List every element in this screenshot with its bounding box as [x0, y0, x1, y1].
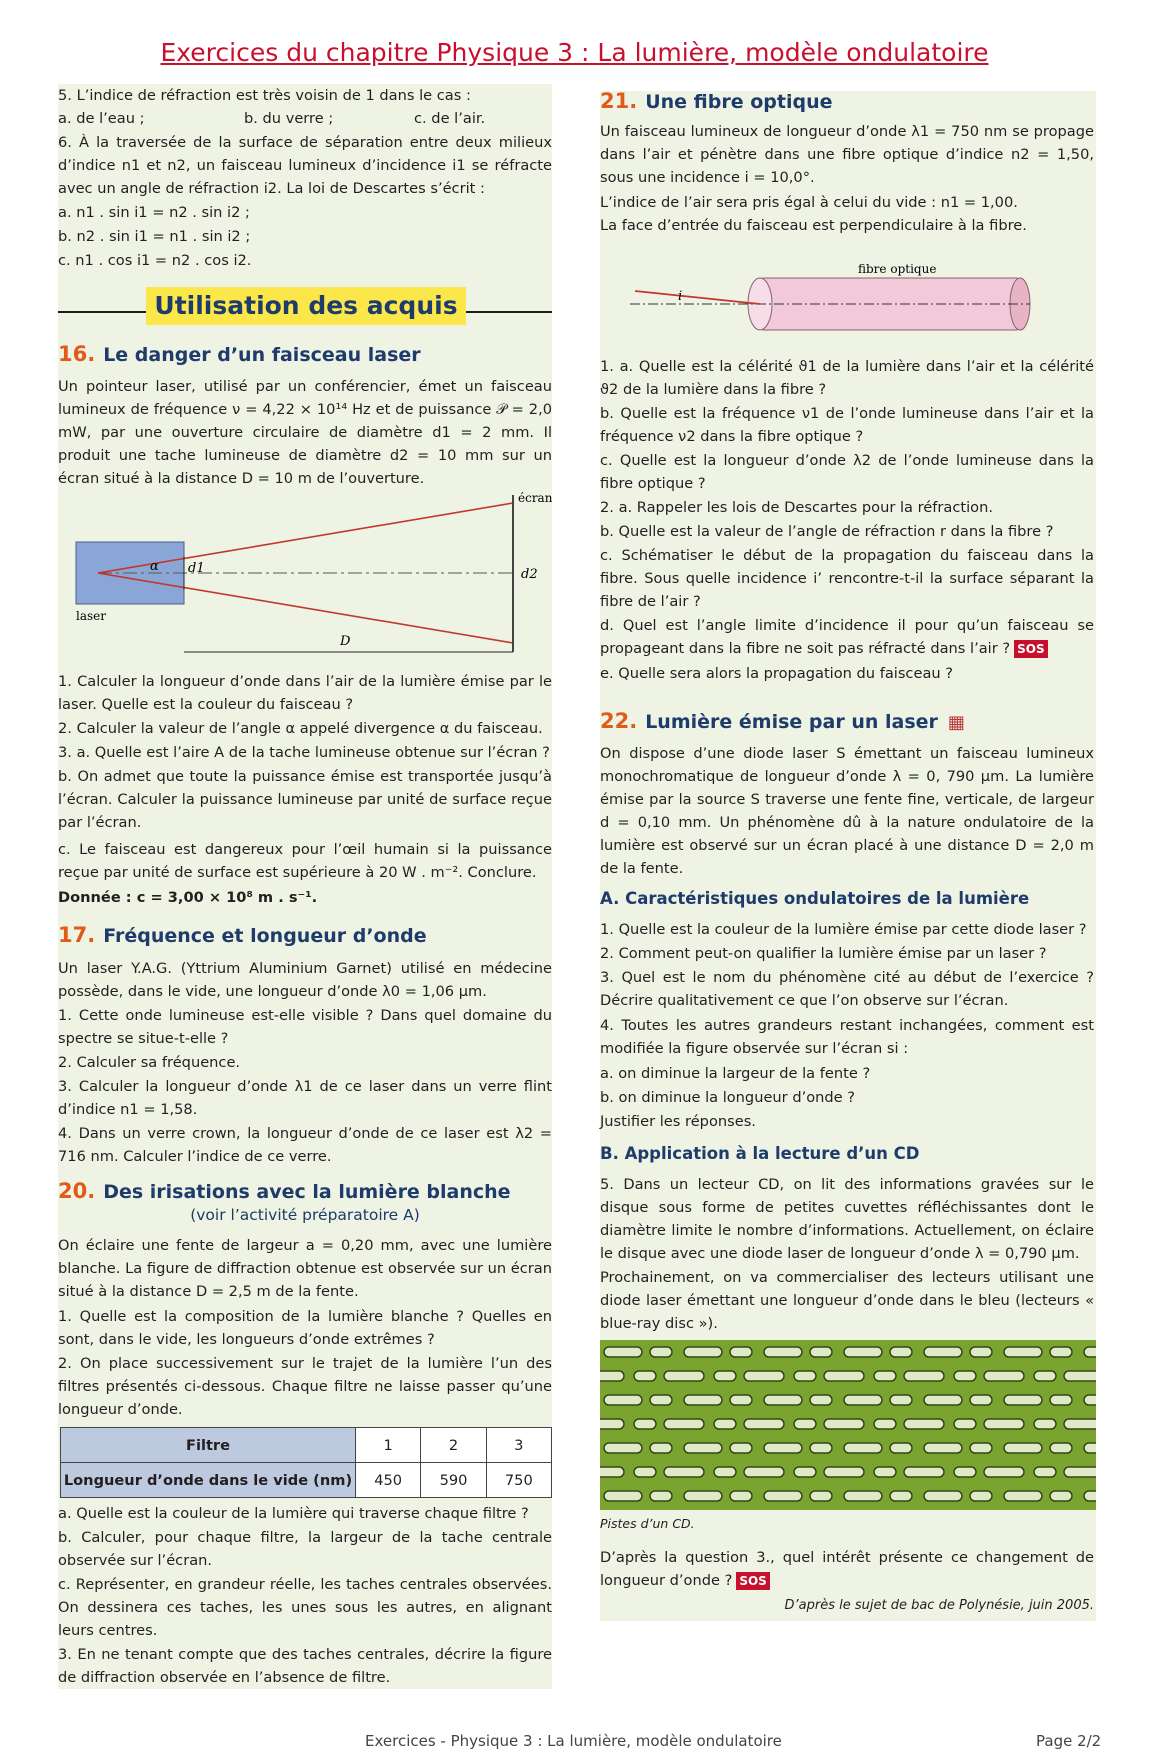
ex21-title: Une fibre optique [645, 91, 833, 113]
ex20-qa: a. Quelle est la couleur de la lumière qui traverse chaque filtre ? [58, 1505, 529, 1522]
ecran-label: écran [518, 491, 552, 505]
ex22-number: 22. [600, 709, 638, 733]
ex16-number: 16. [58, 342, 96, 366]
beam-upper [98, 503, 513, 573]
ex22-b5b: Prochainement, on va commercialiser des lecteurs utilisant une diode laser émettant une longueur d’onde dans le bleu (lecteurs « blue-ray disc »). [600, 1269, 1094, 1332]
calculator-icon: ▦ [947, 712, 965, 733]
ex21-q1b: b. Quelle est la fréquence ν1 de l’onde lumineuse dans l’air et la fréquence ν2 dans la fibre optique ? [600, 405, 1094, 445]
ex22-final-text: D’après la question 3., quel intérêt présente ce changement de longueur d’onde ? [600, 1549, 1094, 1589]
laser-diagram [58, 490, 552, 660]
ex16-intro: Un pointeur laser, utilisé par un conférencier, émet un faisceau lumineux de fréquence ν = 4,22 × 10¹⁴ Hz et de puissance 𝒫 = 2,0 mW, par une ouverture circulaire de diamètre d1 = 2 mm. Il produit une tache lumineuse de diamètre d2 = 10 mm sur un écran situé à la distance D = 10 m de l’ouverture. [58, 378, 552, 487]
ex22-a4b: b. on diminue la longueur d’onde ? [600, 1089, 856, 1106]
ex16-donnee: Donnée : c = 3,00 × 10⁸ m . s⁻¹. [58, 889, 318, 906]
ex21-intro2: L’indice de l’air sera pris égal à celui du vide : n1 = 1,00. [600, 194, 1018, 211]
d1-label: d1 [188, 561, 205, 576]
ex17-q4: 4. Dans un verre crown, la longueur d’onde de ce laser est λ2 = 716 nm. Calculer l’indice de ce verre. [58, 1125, 552, 1165]
table-cell: 450 [356, 1463, 421, 1498]
ex22-heading [600, 709, 965, 733]
ex20-q2: 2. On place successivement sur le trajet de la lumière l’un des filtres présentés ci-dessous. Chaque filtre ne laisse passer qu’une longueur d’onde. [58, 1355, 552, 1418]
fiber-diagram [600, 256, 1094, 340]
ex16-title: Le danger d’un faisceau laser [103, 344, 421, 366]
ex20-qb: b. Calculer, pour chaque filtre, la largeur de la tache centrale observée sur l’écran. [58, 1529, 552, 1569]
ex21-q1c: c. Quelle est la longueur d’onde λ2 de l’onde lumineuse dans la fibre optique ? [600, 452, 1094, 492]
cd-pits [600, 1340, 1096, 1510]
table-row [61, 1463, 552, 1498]
source-note: D’après le sujet de bac de Polynésie, juin 2005. [784, 1598, 1094, 1613]
alpha-label: α [150, 559, 159, 574]
ex20-number: 20. [58, 1179, 96, 1203]
ex16-q3b: b. On admet que toute la puissance émise est transportée jusqu’à l’écran. Calculer la puissance lumineuse par unité de surface reçue par l’écran. [58, 768, 552, 831]
ex21-q2d [600, 614, 1094, 660]
ex16-heading [58, 342, 421, 366]
ex22-part-b: B. Application à la lecture d’un CD [600, 1144, 920, 1163]
page-title: Exercices du chapitre Physique 3 : La lumière, modèle ondulatoire [160, 38, 989, 67]
table-row [61, 1428, 552, 1463]
table-cell: 590 [421, 1463, 486, 1498]
ex21-number: 21. [600, 89, 638, 113]
banner-rule-right [466, 311, 552, 313]
q5-option-b: b. du verre ; [244, 110, 334, 127]
table-header-wavelength: Longueur d’onde dans le vide (nm) [61, 1463, 356, 1498]
q6-option-b: b. n2 . sin i1 = n1 . sin i2 ; [58, 228, 251, 245]
filter-table [60, 1427, 552, 1498]
ex21-q1a: 1. a. Quelle est la célérité ϑ1 de la lumière dans l’air et la célérité ϑ2 de la lumière dans la fibre ? [600, 358, 1094, 398]
ex21-intro1: Un faisceau lumineux de longueur d’onde λ1 = 750 nm se propage dans l’air et pénètre dans une fibre optique d’indice n2 = 1,50, sous une incidence i = 10,0°. [600, 123, 1094, 186]
ex20-title: Des irisations avec la lumière blanche [103, 1181, 511, 1203]
ex16-q2: 2. Calculer la valeur de l’angle α appelé divergence α du faisceau. [58, 720, 543, 737]
ex21-q2e: e. Quelle sera alors la propagation du faisceau ? [600, 665, 954, 682]
cd-tracks-image [600, 1340, 1096, 1510]
laser-label: laser [76, 609, 106, 623]
ex17-q2: 2. Calculer sa fréquence. [58, 1054, 241, 1071]
ex16-q3c: c. Le faisceau est dangereux pour l’œil humain si la puissance reçue par unité de surface est supérieure à 20 W . m⁻². Conclure. [58, 841, 552, 881]
banner-rule-left [58, 311, 146, 313]
ex17-title: Fréquence et longueur d’onde [103, 925, 427, 947]
ex20-qc: c. Représenter, en grandeur réelle, les taches centrales observées. On dessinera ces taches, les unes sous les autres, en alignant leurs centres. [58, 1576, 552, 1639]
ex17-q3: 3. Calculer la longueur d’onde λ1 de ce laser dans un verre flint d’indice n1 = 1,58. [58, 1078, 552, 1118]
ex21-heading [600, 89, 832, 113]
ex21-q2d-text: d. Quel est l’angle limite d’incidence il pour qu’un faisceau se propageant dans la fibre ne soit pas réfracté dans l’air ? [600, 617, 1094, 657]
ex20-q3: 3. En ne tenant compte que des taches centrales, décrire la figure de diffraction observée en l’absence de filtre. [58, 1646, 552, 1686]
ex22-part-a: A. Caractéristiques ondulatoires de la lumière [600, 889, 1030, 908]
q6-option-a: a. n1 . sin i1 = n2 . sin i2 ; [58, 204, 250, 221]
q6-option-c: c. n1 . cos i1 = n2 . cos i2. [58, 252, 252, 269]
incidence-label: i [678, 289, 683, 304]
table-cell: 1 [356, 1428, 421, 1463]
sos-icon: SOS [1014, 640, 1048, 658]
incident-ray [635, 291, 760, 304]
beam-lower [98, 573, 513, 643]
q5-option-c: c. de l’air. [414, 110, 486, 127]
page-number: Page 2/2 [1036, 1732, 1102, 1750]
ex21-intro3: La face d’entrée du faisceau est perpendiculaire à la fibre. [600, 217, 1027, 234]
ex22-a3: 3. Quel est le nom du phénomène cité au début de l’exercice ? Décrire qualitativement ce que l’on observe sur l’écran. [600, 969, 1094, 1009]
d2-label: d2 [521, 567, 538, 582]
ex22-intro: On dispose d’une diode laser S émettant un faisceau lumineux monochromatique de longueur d’onde λ = 0, 790 µm. La lumière émise par la source S traverse une fente fine, verticale, de largeur d = 0,10 mm. Un phénomène dû à la nature ondulatoire de la lumière est observé sur un écran placé à une distance D = 2,0 m de la fente. [600, 745, 1094, 877]
ex22-b5: 5. Dans un lecteur CD, on lit des informations gravées sur le disque sous forme de petites cuvettes réfléchissantes dont le diamètre limite le nombre d’informations. Actuellement, on éclaire le disque avec une diode laser de longueur d’onde λ = 0,790 µm. [600, 1176, 1094, 1262]
ex20-intro: On éclaire une fente de largeur a = 0,20 mm, avec une lumière blanche. La figure de diffraction obtenue est observée sur un écran situé à la distance D = 2,5 m de la fente. [58, 1237, 552, 1300]
ex20-heading [58, 1179, 511, 1203]
footer-text: Exercices - Physique 3 : La lumière, modèle ondulatoire [365, 1732, 782, 1750]
ex22-a4-justify: Justifier les réponses. [600, 1113, 756, 1130]
ex22-a4a: a. on diminue la largeur de la fente ? [600, 1065, 871, 1082]
table-cell: 3 [486, 1428, 551, 1463]
distance-label: D [340, 634, 351, 649]
ex22-a2: 2. Comment peut-on qualifier la lumière émise par un laser ? [600, 945, 1047, 962]
ex21-q2c: c. Schématiser le début de la propagation du faisceau dans la fibre. Sous quelle incidence i’ rencontre-t-il la surface séparant la fibre de l’air ? [600, 547, 1094, 610]
table-header-filtre: Filtre [61, 1428, 356, 1463]
ex17-q1: 1. Cette onde lumineuse est-elle visible ? Dans quel domaine du spectre se situe-t-elle ? [58, 1007, 552, 1047]
ex22-title: Lumière émise par un laser [645, 711, 938, 733]
ex16-q1: 1. Calculer la longueur d’onde dans l’air de la lumière émise par le laser. Quelle est la couleur du faisceau ? [58, 673, 552, 713]
ex17-intro: Un laser Y.A.G. (Yttrium Aluminium Garnet) utilisé en médecine possède, dans le vide, une longueur d’onde λ0 = 1,06 µm. [58, 960, 552, 1000]
q5-option-a: a. de l’eau ; [58, 110, 145, 127]
ex20-subtitle: (voir l’activité préparatoire A) [190, 1206, 420, 1224]
ex21-q2a: 2. a. Rappeler les lois de Descartes pour la réfraction. [600, 499, 993, 516]
ex16-q3a: 3. a. Quelle est l’aire A de la tache lumineuse obtenue sur l’écran ? [58, 744, 550, 761]
section-title: Utilisation des acquis [146, 287, 466, 325]
table-cell: 750 [486, 1463, 551, 1498]
ex22-a1: 1. Quelle est la couleur de la lumière émise par cette diode laser ? [600, 921, 1087, 938]
ex22-final [600, 1546, 1094, 1592]
fiber-label: fibre optique [858, 262, 937, 276]
ex17-number: 17. [58, 923, 96, 947]
ex17-heading [58, 923, 427, 947]
ex22-a4: 4. Toutes les autres grandeurs restant inchangées, comment est modifiée la figure observée sur l’écran si : [600, 1017, 1094, 1057]
ex20-q1: 1. Quelle est la composition de la lumière blanche ? Quelles en sont, dans le vide, les longueurs d’onde extrêmes ? [58, 1308, 552, 1348]
sos-icon: SOS [736, 1572, 770, 1590]
section-banner [58, 287, 552, 327]
q6-text: 6. À la traversée de la surface de séparation entre deux milieux d’indice n1 et n2, un faisceau lumineux d’incidence i1 se réfracte avec un angle de réfraction i2. La loi de Descartes s’écrit : [58, 134, 552, 197]
cd-caption: Pistes d’un CD. [600, 1516, 695, 1531]
ex21-q2b: b. Quelle est la valeur de l’angle de réfraction r dans la fibre ? [600, 523, 1054, 540]
q5-text: 5. L’indice de réfraction est très voisin de 1 dans le cas : [58, 87, 471, 104]
table-cell: 2 [421, 1428, 486, 1463]
